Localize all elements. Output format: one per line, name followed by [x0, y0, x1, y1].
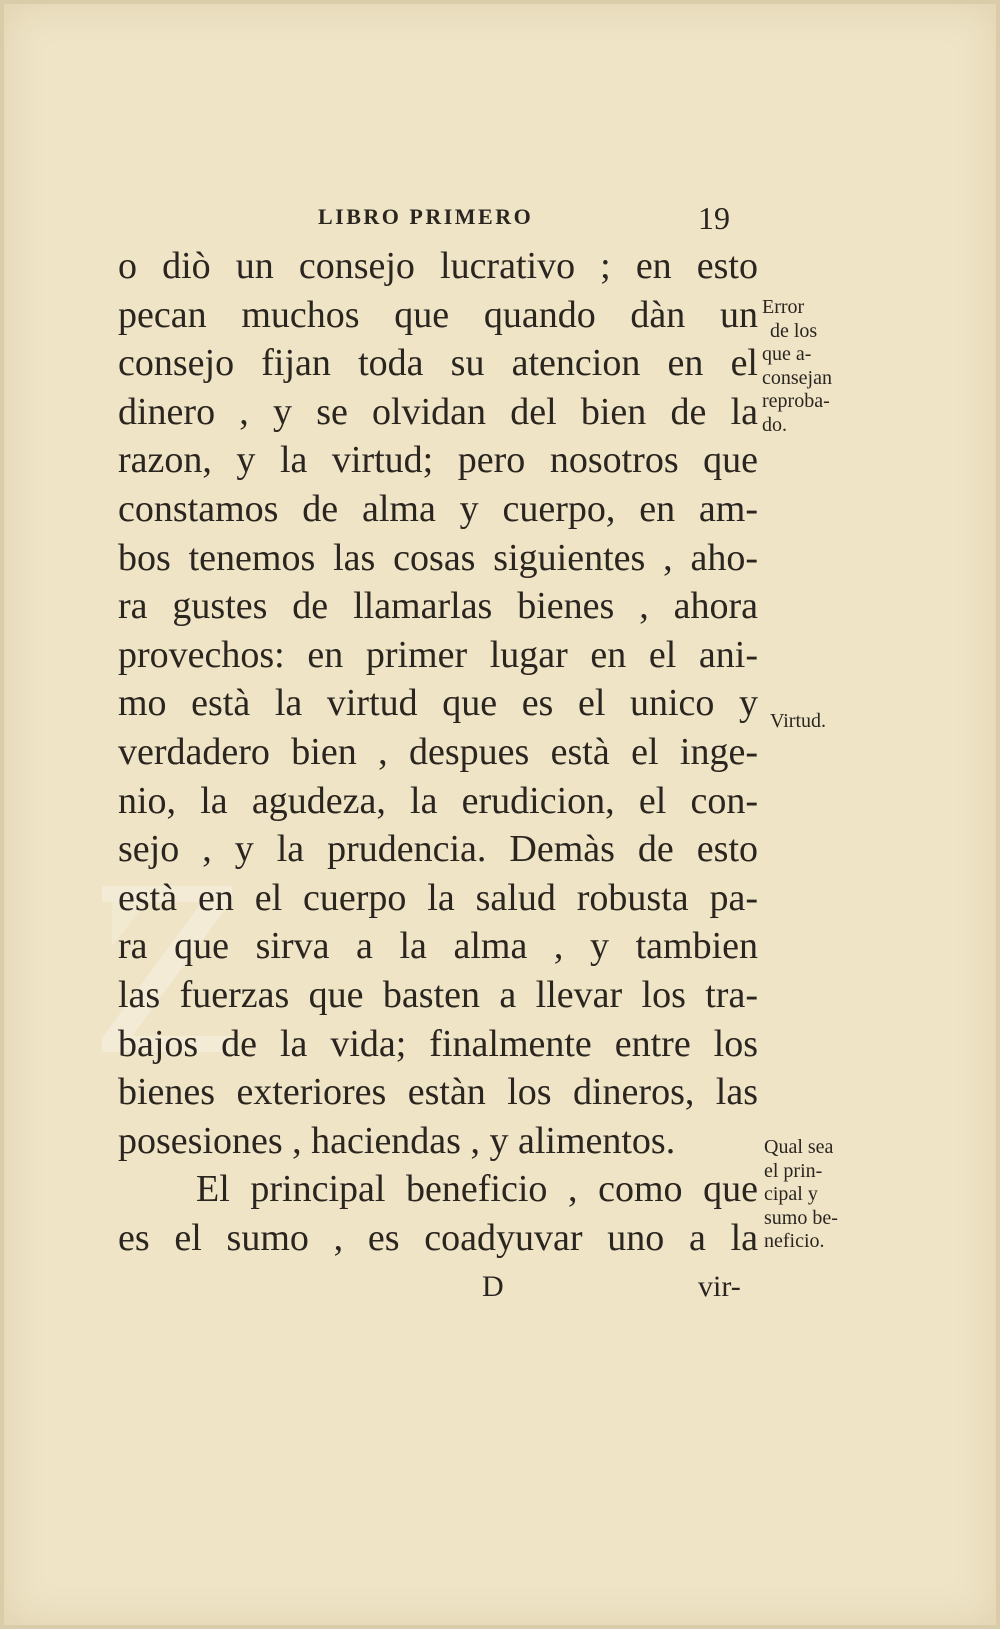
- marginal-note-line: consejan: [762, 366, 832, 389]
- marginal-note-line: Error: [762, 296, 805, 318]
- marginal-note-line: neficio.: [764, 1230, 825, 1252]
- marginal-note-line: sumo be-: [764, 1206, 838, 1229]
- text-line: dinero , y se olvidan del bien de la: [118, 390, 758, 433]
- page-footer: [4, 1266, 996, 1314]
- text-line: està en el cuerpo la salud robusta pa-: [118, 876, 758, 919]
- text-line: es el sumo , es coadyuvar uno a la: [118, 1216, 758, 1259]
- marginal-note-beneficio: [764, 1136, 838, 1254]
- page-number: 19: [698, 200, 730, 236]
- text-line: nio, la agudeza, la erudicion, el con-: [118, 779, 758, 822]
- text-line: sejo , y la prudencia. Demàs de esto: [118, 828, 758, 871]
- text-line: razon, y la virtud; pero nosotros que: [118, 439, 758, 482]
- signature-mark: D: [482, 1270, 504, 1303]
- text-line: posesiones , haciendas , y alimentos.: [118, 1119, 676, 1162]
- page-header: [4, 200, 996, 240]
- text-line: bienes exteriores estàn los dineros, las: [118, 1071, 758, 1114]
- text-line: bajos de la vida; finalmente entre los: [118, 1022, 758, 1065]
- marginal-note-virtud: [770, 710, 826, 734]
- text-line: o diò un consejo lucrativo ; en esto: [118, 245, 758, 287]
- marginal-note-error: [762, 296, 832, 437]
- text-line: El principal beneficio , como que: [196, 1168, 758, 1211]
- catchword: vir-: [698, 1270, 741, 1303]
- text-line: constamos de alma y cuerpo, en am-: [118, 487, 758, 530]
- marginal-note-line: Virtud.: [770, 710, 827, 732]
- text-line: mo està la virtud que es el unico y: [118, 682, 758, 725]
- marginal-note-line: reproba-: [762, 390, 830, 412]
- marginal-note-line: el prin-: [764, 1159, 823, 1182]
- main-text-block: [118, 242, 758, 1262]
- marginal-note-line: que a-: [762, 343, 812, 365]
- text-line: las fuerzas que basten a llevar los tra-: [118, 973, 758, 1016]
- marginal-note-line: do.: [762, 413, 787, 436]
- book-page: [4, 4, 996, 1625]
- marginal-note-line: Qual sea: [764, 1136, 834, 1158]
- running-head: LIBRO PRIMERO: [318, 204, 534, 229]
- text-line: consejo fijan toda su atencion en el: [118, 342, 758, 385]
- text-line: provechos: en primer lugar en el ani-: [118, 633, 758, 676]
- text-line: verdadero bien , despues està el inge-: [118, 730, 758, 773]
- marginal-note-line: cipal y: [764, 1183, 818, 1205]
- text-line: bos tenemos las cosas siguientes , aho-: [118, 536, 758, 579]
- text-line: ra que sirva a la alma , y tambien: [118, 925, 758, 968]
- text-line: ra gustes de llamarlas bienes , ahora: [118, 585, 758, 628]
- text-line: pecan muchos que quando dàn un: [118, 293, 758, 336]
- marginal-note-line: de los: [770, 319, 818, 342]
